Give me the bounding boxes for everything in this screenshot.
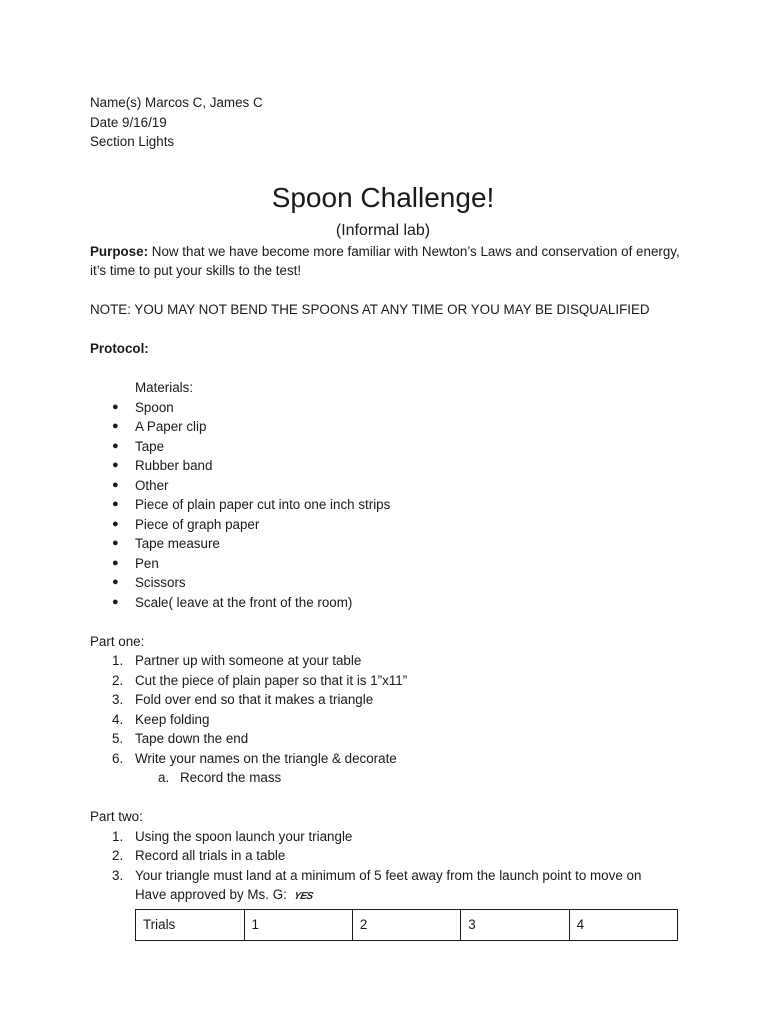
note-text: NOTE: YOU MAY NOT BEND THE SPOONS AT ANY TIME OR YOU MAY BE DISQUALIFIED	[90, 302, 650, 317]
part-two-label: Part two:	[90, 809, 143, 824]
list-item: ● Spoon	[90, 398, 690, 418]
bullet-icon: ●	[112, 576, 119, 588]
date-line: Date 9/16/19	[90, 114, 167, 130]
list-item: ● Tape	[90, 437, 690, 457]
bullet-icon: ●	[112, 517, 119, 530]
bullet-icon: ●	[112, 439, 119, 452]
table-cell: 2	[352, 909, 460, 940]
section-line: Section Lights	[90, 134, 175, 149]
list-item: ● Scissors	[90, 573, 690, 593]
list-item: ● Other	[90, 476, 690, 496]
approval-line: Have approved by Ms. G: YES	[90, 885, 690, 907]
list-item: 2. Record all trials in a table	[112, 848, 286, 863]
list-item: ● Piece of graph paper	[90, 515, 690, 535]
table-cell: Trials	[136, 909, 245, 940]
part-two-steps	[90, 827, 690, 886]
list-item: ● Rubber band	[90, 456, 690, 476]
purpose-text: Now that we have become more familiar with Newton’s Laws and conservation of energy, it’s time to put your skills to the test!	[90, 243, 680, 278]
materials-list	[90, 398, 690, 613]
list-item: 6. Write your names on the triangle & decorate	[112, 750, 397, 766]
materials-label: Materials:	[135, 380, 194, 395]
table-cell: 3	[461, 909, 569, 940]
purpose-paragraph	[90, 242, 680, 281]
list-item: ● Scale( leave at the front of the room)	[90, 593, 690, 613]
table-cell: 4	[569, 909, 677, 940]
list-item: 1. Using the spoon launch your triangle	[112, 828, 353, 844]
list-item: 3. Your triangle must land at a minimum of 5 feet away from the launch point to move on	[112, 867, 642, 883]
list-item: ● Tape measure	[90, 534, 690, 554]
part-one-label: Part one:	[90, 633, 145, 649]
bullet-icon: ●	[112, 400, 119, 413]
part-one-steps	[90, 651, 690, 768]
list-item: 4. Keep folding	[112, 711, 210, 727]
protocol-label: Protocol:	[90, 341, 149, 356]
list-item-sub: a. Record the mass	[158, 770, 282, 785]
approval-stamp: YES	[292, 891, 314, 902]
purpose-label: Purpose:	[90, 243, 149, 259]
document-subtitle: (Informal lab)	[335, 221, 431, 239]
list-item: 3. Fold over end so that it makes a triangle	[112, 692, 374, 707]
list-item: ● Piece of plain paper cut into one inch strips	[90, 495, 690, 515]
bullet-icon: ●	[112, 420, 119, 432]
list-item: 5. Tape down the end	[112, 731, 249, 746]
bullet-icon: ●	[112, 478, 119, 491]
table-cell: 1	[244, 909, 352, 940]
bullet-icon: ●	[112, 556, 119, 569]
bullet-icon: ●	[112, 595, 119, 608]
document-title: Spoon Challenge!	[271, 181, 495, 213]
list-item: 1. Partner up with someone at your table	[112, 653, 362, 668]
table-row	[136, 909, 678, 940]
list-item: ● Pen	[90, 554, 690, 574]
names-line: Name(s) Marcos C, James C	[90, 95, 263, 110]
list-item: 2. Cut the piece of plain paper so that it is 1”x11”	[112, 672, 408, 688]
worksheet-page	[90, 93, 690, 941]
trials-table	[135, 909, 678, 941]
bullet-icon: ●	[112, 537, 119, 549]
list-item: ● A Paper clip	[90, 417, 690, 437]
bullet-icon: ●	[112, 459, 119, 471]
bullet-icon: ●	[112, 498, 119, 510]
